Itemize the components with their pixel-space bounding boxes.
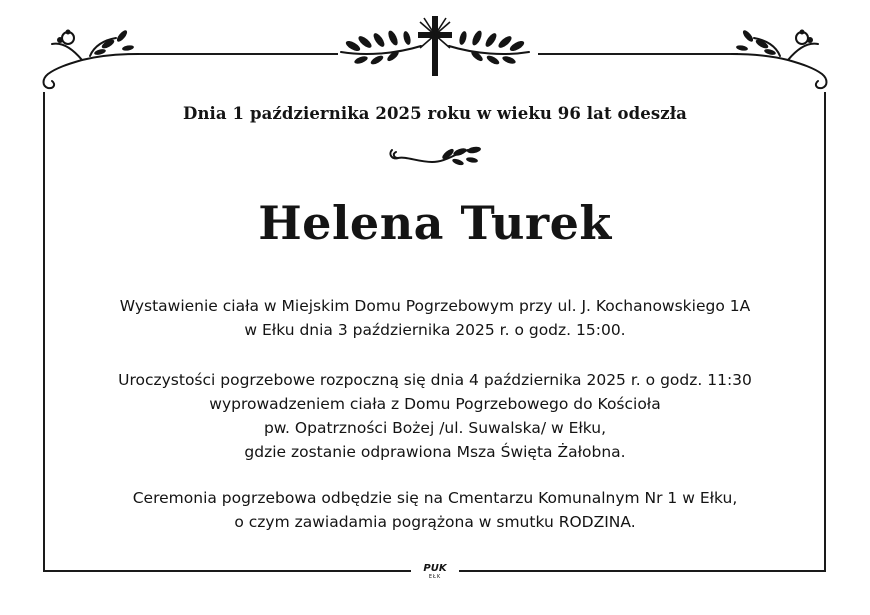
logo-sub-text: EŁK [428,574,442,580]
frame-bottom-left-line [43,570,413,572]
text-line: Ceremonia pogrzebowa odbędzie się na Cmentarzu Komunalnym Nr 1 w Ełku, [132,489,738,507]
burial-paragraph [0,486,870,534]
frame-bottom-right-line [458,570,826,572]
ceremony-paragraph [0,368,870,464]
text-line: wyprowadzeniem ciała z Domu Pogrzebowego do Kościoła [209,395,661,413]
text-line: gdzie zostanie odprawiona Msza Święta Żałobna. [244,443,626,461]
viewing-paragraph [0,294,870,342]
text-line: pw. Opatrzności Bożej /ul. Suwalska/ w Ełku, [263,419,607,437]
frame-top-left-line [138,53,338,55]
frame-top-right-line [538,53,738,55]
cross-icon [414,14,456,78]
corner-flourish-icon [722,18,832,90]
puk-logo [411,564,459,580]
text-line: w Ełku dnia 3 października 2025 r. o godz. 15:00. [244,321,626,339]
vine-divider-icon [384,140,486,172]
logo-main-text: PUK [423,563,447,574]
text-line: Uroczystości pogrzebowe rozpoczną się dnia 4 października 2025 r. o godz. 11:30 [118,371,752,389]
text-line: o czym zawiadamia pogrążona w smutku RODZINA. [234,513,636,531]
text-line: Wystawienie ciała w Miejskim Domu Pogrzebowym przy ul. J. Kochanowskiego 1A [119,297,751,315]
deceased-name: Helena Turek [258,196,612,250]
headline: Dnia 1 października 2025 roku w wieku 96 lat odeszła [183,104,687,123]
corner-flourish-icon [38,18,148,90]
